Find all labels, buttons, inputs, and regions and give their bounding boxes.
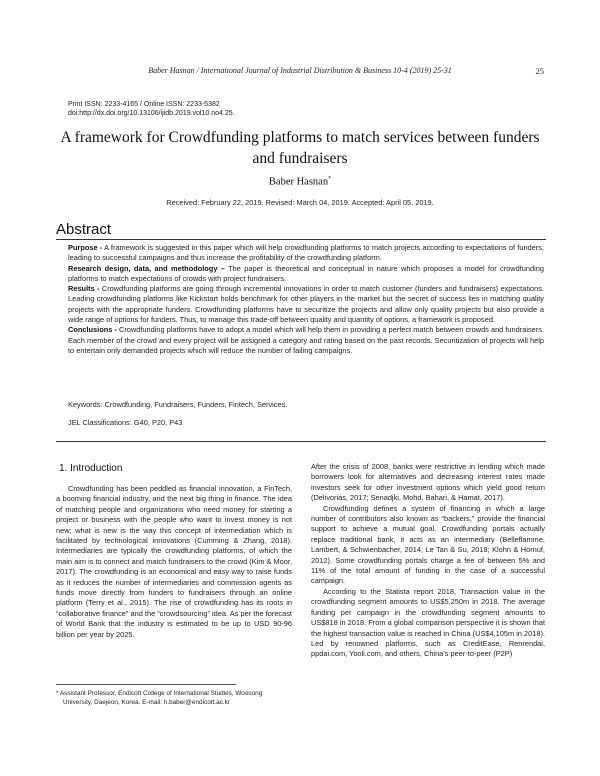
running-head — [0, 66, 600, 80]
author-name: Baber Hasnan — [268, 176, 329, 188]
abstract-purpose-label: Purpose - — [68, 243, 103, 252]
abstract-heading: Abstract — [56, 221, 112, 238]
paragraph: Crowdfunding has been peddled as financial innovation, a FinTech, a booming financial industry, and the next big thing in finance. The idea of matching people and organizations who need money for starting a project or business with the people who want to invest money is not new; what is new is the way this concept of intermediation which is facilitated by technological innovations (Cumming & Zhang, 2018). Intermediaries are typically the crowdfunding platforms, of which the main aim is to connect and match fundraisers to the crowd (Kim & Moor, 2017). The crowdfunding is an economical and easy way to raise funds as it reduces the number of intermediaries and commission agents as funds move directly from funders to fundraisers through an online platform (Terry et al., 2015). The rise of crowdfunding has its roots in “collaborative finance” and the “crowdsourcing” idea. As per the forecast of World Bank that the industry is estimated to be up to USD 90-96 billion per year by 2025. — [56, 484, 292, 639]
section-rule — [56, 441, 546, 442]
paragraph: After the crisis of 2008, banks were restrictive in lending which made borrowers look for alternatives and decreasing interest rates made investors seek for other investment options which yield good return (Delivorias, 2017; Senadjki, Mohd, Bahari, & Hamat, 2017). — [311, 462, 545, 503]
abstract-design — [68, 264, 544, 285]
keywords-label: Keywords: — [68, 400, 103, 409]
abstract-conclusions-label: Conclusions - — [68, 325, 117, 335]
footnote-rule — [56, 684, 236, 685]
author-line — [0, 176, 600, 188]
jel-text: G40, P20, P43 — [131, 418, 183, 427]
page-number: 25 — [535, 66, 544, 76]
abstract-results — [68, 284, 544, 325]
paragraph: Crowdfunding defines a system of financing in which a large number of contributors also known as “backers,” provide the financial support to achieve a mutual goal. Crowdfunding portals actually replace traditional bank, it acts as an intermediary (Belleflamme, Lambert, & Schwienbacher, 2014; Le Tan & Su, 2018; Klohn & Hornuf, 2012). Some crowdfunding portals charge a fee of between 5% and 11% of the total amount of funding in the case of a successful campaign. — [311, 503, 545, 586]
right-column — [311, 462, 545, 660]
abstract-conclusions — [68, 325, 544, 356]
abstract-purpose-text: A framework is suggested in this paper which will help crowdfunding platforms to match projects according to expectations of funders, leading to successful campaigns and thus increase the profitability of the crowdfunding platform. — [68, 243, 544, 263]
abstract-results-label: Results - — [68, 284, 100, 294]
author-footnote-mark: * — [328, 176, 332, 182]
paper-title: A framework for Crowdfunding platforms to match services between funders and fundraisers — [60, 129, 540, 167]
abstract-design-label: Research design, data, and methodology – — [68, 263, 225, 273]
keywords-text: Crowdfunding, Fundraisers, Funders, Fintech, Services. — [102, 400, 288, 409]
jel-label: JEL Classifications: — [68, 418, 132, 427]
submission-dates: Received: February 22, 2019. Revised: March 04, 2019. Accepted: April 05, 2019. — [166, 198, 434, 207]
abstract-purpose — [68, 243, 544, 264]
abstract-results-text: Crowdfunding platforms are going through incremental innovations in order to match customer (funders and fundraisers) expectations. Leading crowdfunding platforms like Kickstart holds benchmark for other players in the market but the secret of success lies in matching quality projects with the appropriate funders. Crowdfunding platforms have to securitize the projects and allow only quality projects but also provide a wide range of options for funders. Thus, to manage this trade-off between quality and quantity of options, a framework is proposed. — [68, 284, 544, 325]
running-head-text: Baber Hasnan / International Journal of Industrial Distribution & Business 10-4 (2019) 25-31 — [148, 66, 452, 75]
keywords — [68, 400, 287, 409]
doi-line: doi:http://dx.doi.org/10.13106/ijidb.2019.vol10.no4.25. — [68, 110, 235, 117]
issn-line: Print ISSN: 2233-4165 / Online ISSN: 2233-5382 — [68, 101, 220, 108]
issn-block — [68, 100, 235, 118]
section-heading: 1. Introduction — [59, 463, 123, 474]
abstract-design-text: The paper is theoretical and conceptual in nature which proposes a model for crowdfunding platforms to match expectations of crowds with project fundraisers. — [68, 263, 544, 283]
abstract-conclusions-text: Crowdfunding platforms have to adopt a model which will help them in providing a perfect match between crowds and fundraisers. Each member of the crowd and every project will be assigned a category and rating based on the past records. Securitization of projects will help to entertain only demanded projects which will reduce the number of failing campaigns. — [68, 325, 544, 355]
abstract-body — [68, 243, 544, 356]
abstract-rule — [56, 239, 546, 240]
author-footnote — [56, 689, 292, 707]
footnote-line: * Assistant Professor, Endicott College of International Studies, Woosong — [56, 690, 263, 697]
footnote-line: University, Daejeon, Korea. E-mail: h.baber@endicott.ac.kr — [63, 699, 230, 706]
left-column — [56, 462, 292, 640]
jel-classifications — [68, 418, 182, 427]
paragraph: According to the Statista report 2018, Transaction value in the crowdfunding segment amounts to US$5,250m in 2018. The average funding per campaign in the crowdfunding segment amounts to US$818 in 2018. From a global comparison perspective it is shown that the highest transaction value is reached in China (US$4,105m in 2018). Led by renowned platforms, such as CreditEase, Renrendai, ppdai.com, Yooli.com, and others, China’s peer-to-peer (P2P) — [311, 586, 545, 659]
